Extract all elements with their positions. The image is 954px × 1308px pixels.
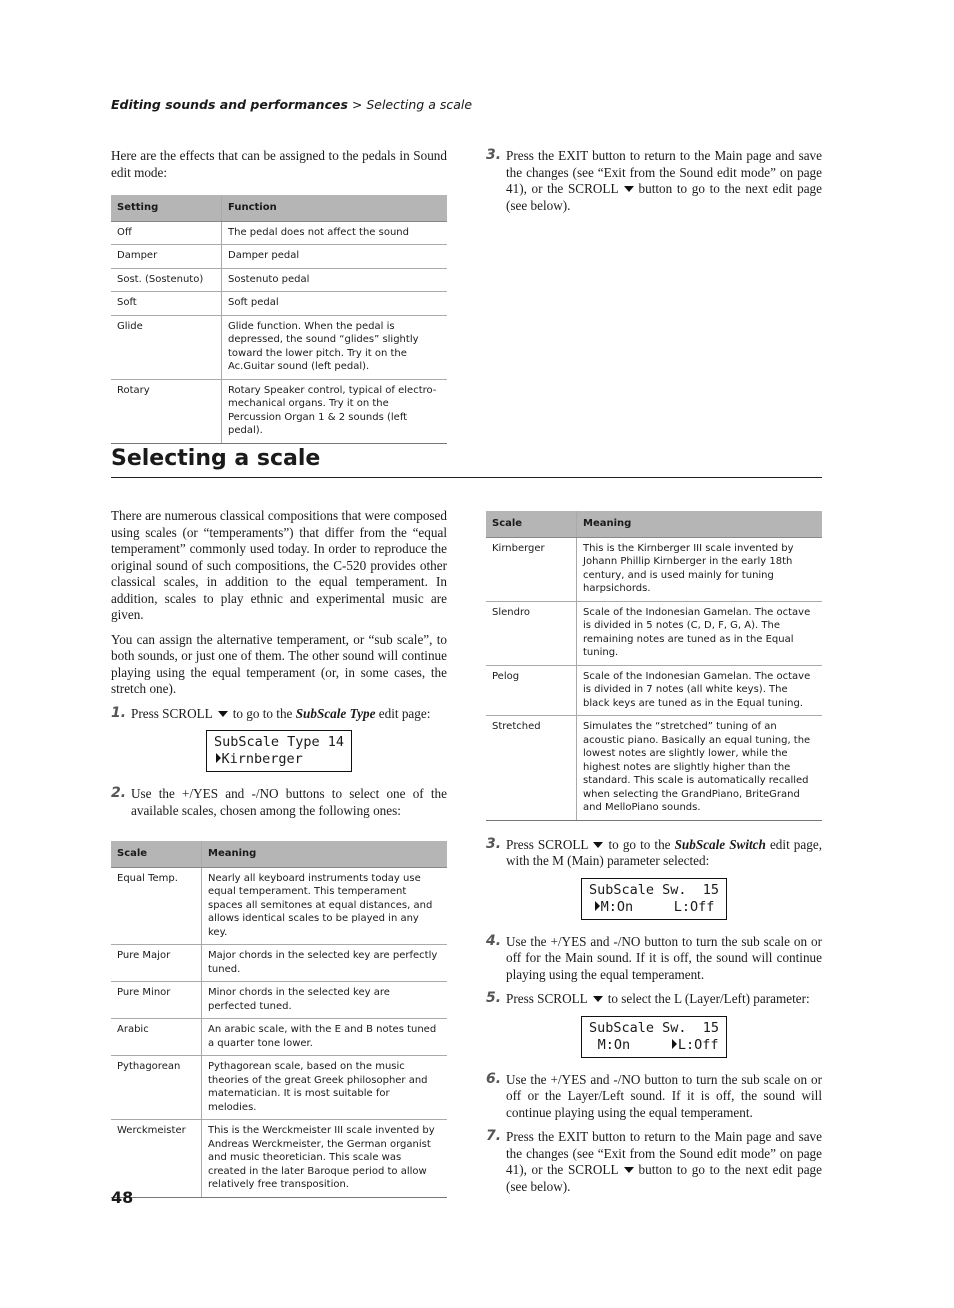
table-cell: Arabic [111, 1019, 202, 1056]
lcd-display-subscale-switch-layer [486, 1016, 822, 1058]
lcd-display-subscale-switch-main [486, 878, 822, 920]
table-row [486, 665, 822, 716]
step-number: 4. [486, 932, 502, 949]
page-number: 48 [111, 1188, 134, 1207]
step-number: 1. [111, 704, 127, 721]
lcd-line-1: SubScale Sw. 15 [588, 881, 720, 898]
step-number: 7. [486, 1128, 502, 1144]
scale-right-column [486, 511, 822, 1203]
scroll-down-icon [593, 996, 603, 1002]
step-emphasis: SubScale Type [295, 705, 376, 721]
lcd-line-1: SubScale Sw. 15 [588, 1019, 720, 1036]
sub-scale-paragraph: You can assign the alternative temperament, or “sub scale”, to both sounds, or just one of them. The other sound will continue playing using the equal temperament (or, in some cases, the stretch one). [111, 631, 447, 696]
pedal-section [111, 148, 447, 444]
table-cell: Damper pedal [222, 245, 448, 269]
table-cell: An arabic scale, with the E and B notes tuned a quarter tone lower. [202, 1019, 448, 1056]
table-cell: Pure Major [111, 945, 202, 982]
table-cell: This is the Kirnberger III scale invented by Johann Phillip Kirnberger in the early 18th century, and is used mainly for tuning harpsichords. [577, 537, 823, 601]
cursor-icon [672, 1039, 677, 1049]
cursor-icon [595, 901, 600, 911]
lcd-screen [581, 1016, 727, 1058]
table-cell: Werckmeister [111, 1120, 202, 1198]
table-cell: Slendro [486, 601, 577, 665]
scroll-down-icon [624, 186, 634, 192]
step-text: Press SCROLL [131, 705, 213, 721]
running-head-chapter: Editing sounds and performances [111, 97, 348, 112]
table-cell: The pedal does not affect the sound [222, 221, 448, 245]
scale-table-left [111, 841, 447, 1198]
step-text: Press the EXIT button to return to the Main page and save the changes (see “Exit from the Sound edit mode” on page 41), or the SCROLL [506, 1129, 822, 1177]
pedal-table [111, 195, 447, 444]
table-row [111, 1120, 447, 1198]
table-row [111, 245, 447, 269]
table-row [111, 268, 447, 292]
scroll-down-icon [218, 711, 228, 717]
running-head-section: > Selecting a scale [347, 97, 473, 112]
table-cell: Glide [111, 315, 222, 379]
table-row [111, 1056, 447, 1120]
table-row [111, 945, 447, 982]
table-cell: Stretched [486, 716, 577, 821]
scale-table-header-scale: Scale [486, 511, 577, 537]
table-cell: Pythagorean [111, 1056, 202, 1120]
pedal-intro: Here are the effects that can be assigned to the pedals in Sound edit mode: [111, 148, 447, 180]
table-cell: Scale of the Indonesian Gamelan. The octave is divided in 5 notes (C, D, F, G, A). The remaining notes are tuned as in the Equal tuning. [577, 601, 823, 665]
scale-table-header-meaning: Meaning [577, 511, 823, 537]
table-row [111, 867, 447, 945]
table-row [111, 379, 447, 443]
table-row [486, 601, 822, 665]
table-cell: Sost. (Sostenuto) [111, 268, 222, 292]
lcd-line-2-main: M:On [589, 1036, 671, 1053]
table-row [111, 1019, 447, 1056]
table-cell: Simulates the “stretched” tuning of an acoustic piano. Basically an equal tuning, the lowest notes are slightly lower, while the highest notes are slightly higher than the standard. This scale is automatically recalled when selecting the GrandPiano, BriteGrand and MelloPiano sounds. [577, 716, 823, 821]
table-cell: Soft [111, 292, 222, 316]
lcd-line-2-layer: L:Off [633, 898, 715, 915]
step-4-main-toggle [486, 934, 822, 984]
lcd-line-2-layer: L:Off [677, 1036, 719, 1053]
step-text-end: button to go to the next edit page (see below). [506, 181, 822, 213]
top-right-column [486, 148, 822, 222]
table-cell: Minor chords in the selected key are perfected tuned. [202, 982, 448, 1019]
scale-table-header-scale: Scale [111, 841, 202, 867]
scale-table-right [486, 511, 822, 821]
running-head [111, 97, 472, 112]
lcd-screen [581, 878, 727, 920]
step-7-exit [486, 1129, 822, 1195]
step-number: 6. [486, 1070, 502, 1087]
step-text: Use the +/YES and -/NO button to turn the sub scale on or off for the Main sound. If it is off, the sound will continue playing using the equal temperament. [506, 933, 822, 982]
lcd-display-subscale-type [111, 730, 447, 772]
step-text: Press the EXIT button to return to the Main page and save the changes (see “Exit from the Sound edit mode” on page 41), or the SCROLL [506, 148, 822, 196]
table-cell: Pure Minor [111, 982, 202, 1019]
table-cell: Scale of the Indonesian Gamelan. The octave is divided in 7 notes (all white keys). The black keys are tuned as in the Equal tuning. [577, 665, 823, 716]
lcd-screen [206, 730, 352, 772]
lcd-line-1: SubScale Type 14 [213, 734, 345, 750]
step-2-select [111, 786, 447, 819]
step-text: to select the L (Layer/Left) parameter: [607, 991, 810, 1006]
step-number: 2. [111, 785, 127, 801]
step-text: Press SCROLL [506, 836, 589, 852]
scale-left-column [111, 508, 447, 1198]
step-number: 5. [486, 990, 502, 1006]
lcd-line-2: Kirnberger [221, 751, 303, 767]
table-row [486, 716, 822, 821]
table-cell: Nearly all keyboard instruments today use equal temperament. This temperament spaces all semitones at equal distances, and allows identical scales to be played in any key. [202, 867, 448, 945]
step-5-layer [486, 991, 822, 1008]
table-row [111, 315, 447, 379]
scale-intro-paragraph: There are numerous classical compositions that were composed using scales (or “temperaments”) that differ from the “equal temperament” commonly used today. In order to reproduce the original sound of such compositions, the C-520 provides other classical scales, in addition to the equal temperament. In addition, scales to play ethnic and experimental music are given. [111, 508, 447, 622]
step-3-exit [486, 148, 822, 214]
table-row [111, 292, 447, 316]
table-row [111, 221, 447, 245]
table-cell: Pythagorean scale, based on the music theories of the great Greek philosopher and matematician. It is most suitable for melodies. [202, 1056, 448, 1120]
scale-table-header-meaning: Meaning [202, 841, 448, 867]
table-cell: Off [111, 221, 222, 245]
table-cell: Equal Temp. [111, 867, 202, 945]
step-1-scroll [111, 706, 447, 723]
step-3-switch [486, 837, 822, 870]
step-text: Use the +/YES and -/NO button to turn the sub scale on or off or the Layer/Left sound. If it is off, the sound will continue playing using the equal temperament. [506, 1071, 822, 1120]
table-cell: Rotary [111, 379, 222, 443]
step-text: to go to the [608, 836, 671, 852]
table-cell: This is the Werckmeister III scale invented by Andreas Werckmeister, the German organist and music theoretician. This scale was created in the later Baroque period to allow relatively free transposition. [202, 1120, 448, 1198]
table-row [486, 537, 822, 601]
step-text: Press SCROLL [506, 991, 588, 1006]
table-cell: Kirnberger [486, 537, 577, 601]
scroll-down-icon [624, 1167, 634, 1173]
section-title: Selecting a scale [111, 446, 822, 478]
step-number: 3. [486, 835, 502, 852]
table-cell: Sostenuto pedal [222, 268, 448, 292]
cursor-icon [216, 753, 221, 763]
step-text: Use the +/YES and -/NO buttons to select one of the available scales, chosen among the following ones: [131, 786, 447, 818]
step-text: edit page, with the M (Main) parameter selected: [506, 836, 822, 868]
table-row [111, 982, 447, 1019]
step-text-end: button to go to the next edit page (see below). [506, 1162, 822, 1194]
pedal-table-header-function: Function [222, 195, 448, 221]
lcd-line-2-main: M:On [600, 898, 634, 915]
table-cell: Major chords in the selected key are perfectly tuned. [202, 945, 448, 982]
step-emphasis: SubScale Switch [674, 836, 766, 852]
step-text: edit page: [378, 705, 431, 721]
table-cell: Rotary Speaker control, typical of electro-mechanical organs. Try it on the Percussion Organ 1 & 2 sounds (left pedal). [222, 379, 448, 443]
table-cell: Pelog [486, 665, 577, 716]
step-6-layer-toggle [486, 1072, 822, 1122]
step-number: 3. [486, 147, 502, 163]
table-cell: Glide function. When the pedal is depressed, the sound “glides” slightly toward the lower pitch. Try it on the Ac.Guitar sound (left pedal). [222, 315, 448, 379]
scroll-down-icon [593, 842, 603, 848]
table-cell: Soft pedal [222, 292, 448, 316]
pedal-table-header-setting: Setting [111, 195, 222, 221]
table-cell: Damper [111, 245, 222, 269]
step-text: to go to the [232, 705, 293, 721]
